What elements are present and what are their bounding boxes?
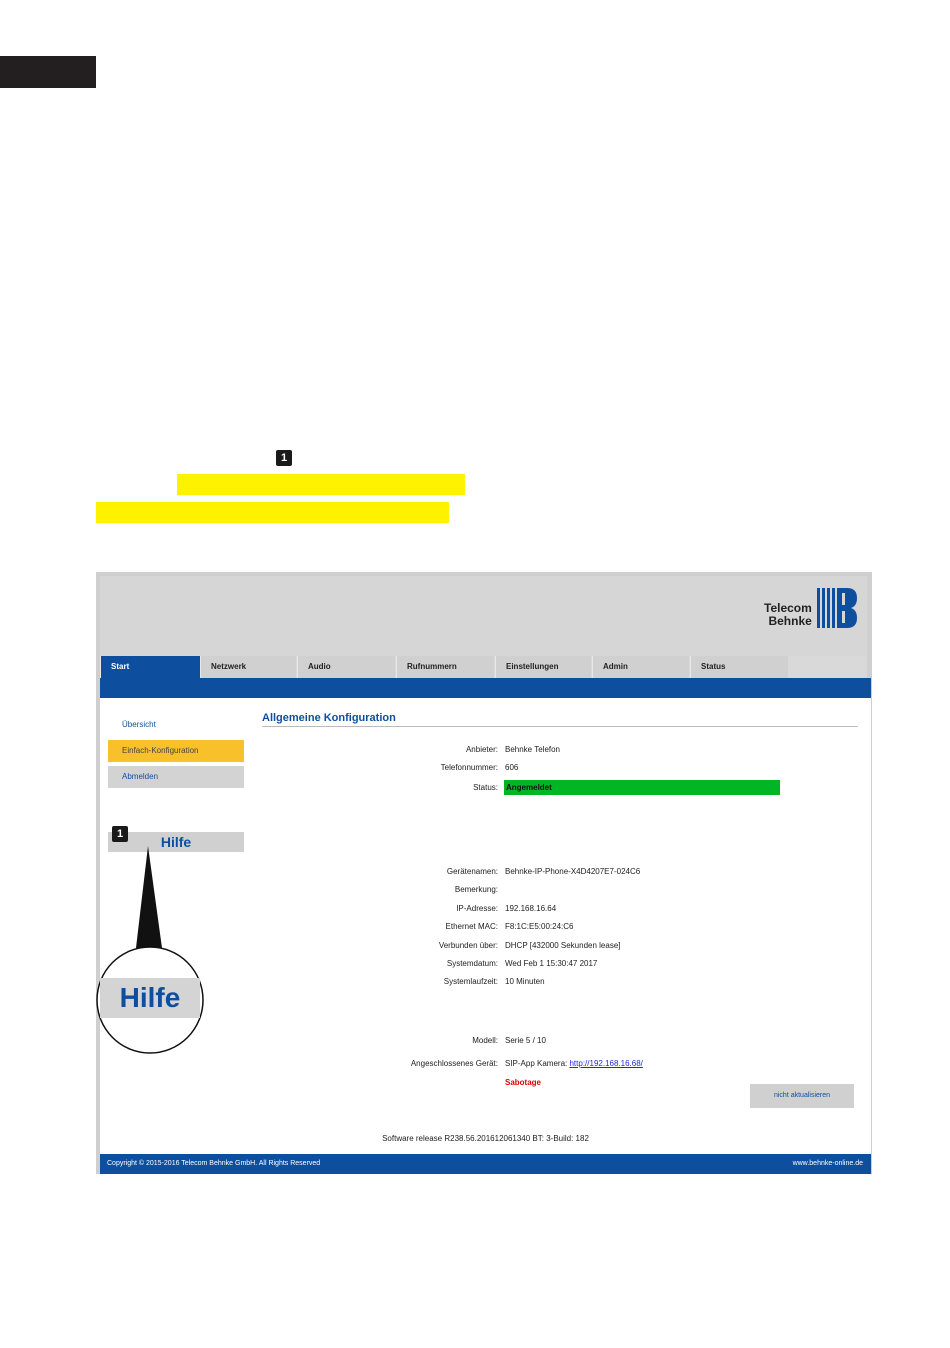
content-area (100, 698, 871, 1154)
logo-text (764, 602, 812, 628)
connected-value: DHCP [432000 Sekunden lease] (505, 941, 621, 950)
header (100, 576, 867, 656)
date-value: Wed Feb 1 15:30:47 2017 (505, 959, 598, 968)
mac-label: Ethernet MAC: (445, 922, 498, 931)
sabotage-warning: Sabotage (505, 1078, 542, 1087)
footer (100, 1154, 871, 1174)
status-label: Status: (473, 783, 498, 792)
logo-line: Telecom (764, 601, 812, 615)
page-corner-tab (0, 56, 96, 88)
tab-admin[interactable]: Admin (592, 656, 689, 678)
camera-link[interactable]: http://192.168.16.68/ (569, 1059, 643, 1068)
main-tabs (100, 656, 867, 678)
ip-label: IP-Adresse: (456, 904, 498, 913)
section-divider (262, 726, 858, 727)
uptime-label: Systemlaufzeit: (443, 977, 498, 986)
ip-value: 192.168.16.64 (505, 904, 557, 913)
attached-device-value (505, 1058, 643, 1070)
remark-label: Bemerkung: (454, 885, 498, 894)
callout-pointer (96, 838, 206, 1058)
sidebar-item-abmelden[interactable]: Abmelden (108, 766, 244, 788)
provider-value: Behnke Telefon (505, 745, 561, 754)
mac-value: F8:1C:E5:00:24:C6 (505, 922, 574, 931)
nav-bar (100, 678, 871, 698)
web-ui-screenshot (96, 572, 872, 1174)
tab-rufnummern[interactable]: Rufnummern (396, 656, 494, 678)
highlight-bar (96, 502, 449, 523)
date-label: Systemdatum: (446, 959, 498, 968)
uptime-value: 10 Minuten (505, 977, 545, 986)
tab-status[interactable]: Status (690, 656, 788, 678)
help-button[interactable]: Hilfe (108, 832, 244, 852)
tab-einstellungen[interactable]: Einstellungen (495, 656, 591, 678)
tab-start[interactable]: Start (100, 656, 208, 678)
device-name-label: Gerätenamen: (446, 867, 498, 876)
tab-audio[interactable]: Audio (297, 656, 395, 678)
device-name-value: Behnke-IP-Phone-X4D4207E7-024C6 (505, 867, 641, 876)
section-title: Allgemeine Konfiguration (262, 712, 396, 724)
attached-device-type: SIP-App Kamera: (505, 1059, 568, 1068)
provider-label: Anbieter: (465, 745, 498, 754)
phone-label: Telefonnummer: (440, 763, 498, 772)
highlight-bar (177, 474, 465, 495)
no-refresh-button[interactable]: nicht aktualisieren (750, 1084, 854, 1108)
software-release: Software release R238.56.201612061340 BT: 3-Build: 182 (382, 1134, 589, 1143)
model-value: Serie 5 / 10 (505, 1036, 546, 1045)
attached-device-label: Angeschlossenes Gerät: (410, 1059, 498, 1068)
sidebar-item-uebersicht[interactable]: Übersicht (122, 720, 156, 729)
marker-badge: 1 (276, 450, 292, 466)
copyright-text: Copyright © 2015-2016 Telecom Behnke GmbH. All Rights Reserved (107, 1160, 321, 1167)
marker-badge: 1 (112, 826, 128, 842)
behnke-logo-icon (817, 588, 857, 628)
browser-viewport (100, 576, 867, 1170)
connected-label: Verbunden über: (438, 941, 498, 950)
website-link[interactable]: www.behnke-online.de (792, 1160, 863, 1167)
status-badge: Angemeldet (504, 780, 780, 795)
logo-line: Behnke (768, 614, 812, 628)
model-label: Modell: (472, 1036, 498, 1045)
callout-help-zoom: Hilfe (100, 978, 200, 1018)
phone-value: 606 (505, 763, 519, 772)
tab-netzwerk[interactable]: Netzwerk (200, 656, 296, 678)
sidebar-item-einfach-konfiguration[interactable]: Einfach-Konfiguration (108, 740, 244, 762)
